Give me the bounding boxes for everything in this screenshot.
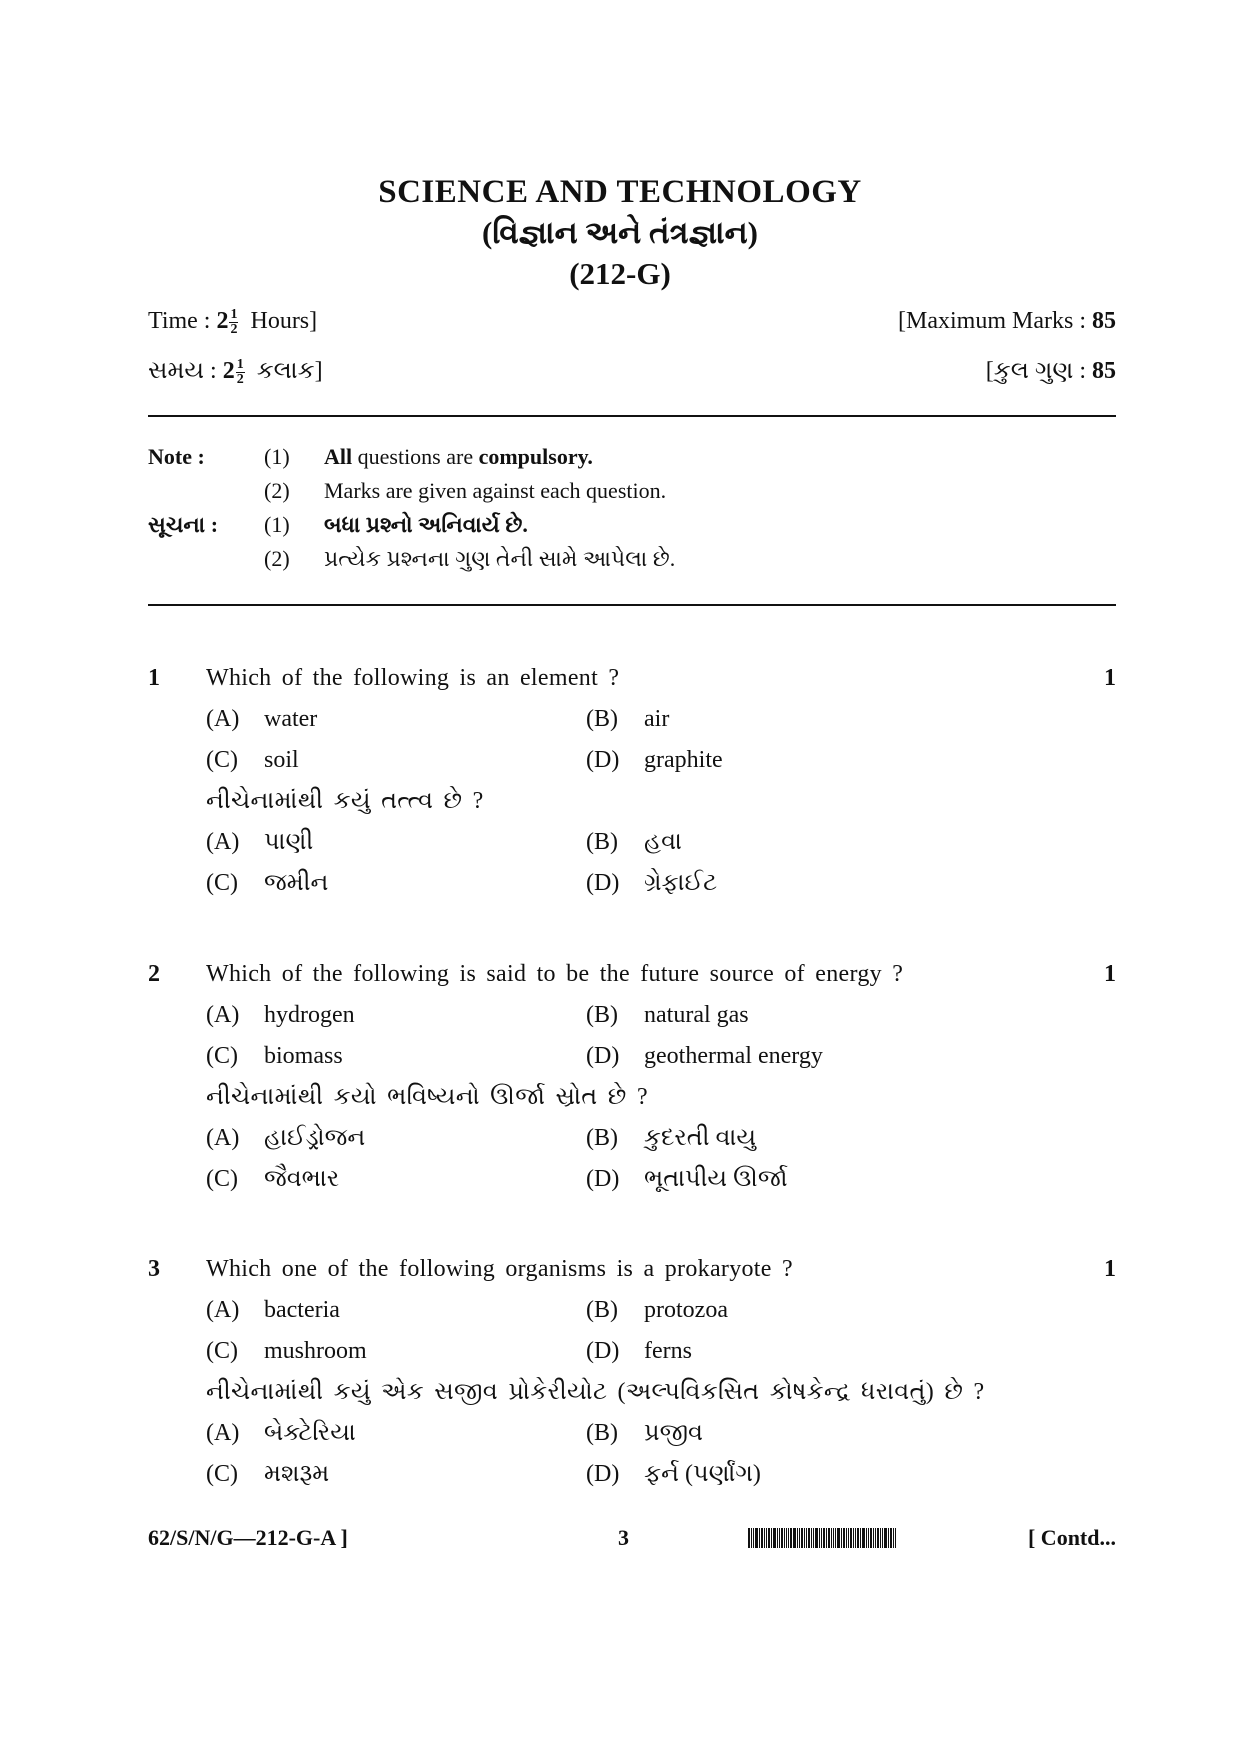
divider-bottom [148,604,1116,606]
title-block [0,172,1240,294]
barcode-bar [777,1528,778,1548]
option-row [148,1118,1116,1159]
option-c-gu: (C) જમીન [206,870,329,896]
barcode-bar [755,1528,758,1548]
barcode-bar [848,1528,849,1548]
barcode-bar [823,1528,825,1548]
paper-subtitle: (વિજ્ઞાન અને તંત્રજ્ઞાન) [482,215,758,250]
barcode-bar [781,1528,783,1548]
question-line [148,1077,1116,1118]
question-line [148,781,1116,822]
option-d-en: (D) graphite [586,747,723,773]
barcode-bar [801,1528,803,1548]
option-d-gu: (D) ભૂતાપીય ઊર્જા [586,1166,788,1192]
barcode-bar [862,1528,865,1548]
barcode-bar [835,1528,836,1548]
barcode-bar [771,1528,772,1548]
barcode-bar [788,1528,789,1548]
max-marks-en: [Maximum Marks : 85 [898,308,1116,334]
barcode-bar [799,1528,800,1548]
option-a-en: (A) hydrogen [206,1002,355,1028]
notes-section [148,440,1116,576]
barcode-bar [888,1528,889,1548]
barcode-bar [753,1528,754,1548]
note-en-2: Marks are given against each question. [324,478,667,503]
option-b-en: (B) protozoa [586,1297,728,1323]
option-c-gu: (C) જૈવભાર [206,1166,340,1192]
note-line: (2) Marks are given against each question. [148,474,1116,508]
barcode-bar [857,1528,859,1548]
question-marks: 1 [1104,1256,1116,1282]
question-line [148,658,1116,699]
option-row [148,1290,1116,1331]
barcode-bar [860,1528,861,1548]
option-a-gu: (A) પાણી [206,829,314,855]
time-en: Time : 2 $\frac{1}{2}$ Hours] [148,307,318,337]
question-marks: 1 [1104,665,1116,691]
barcode-bar [751,1528,752,1548]
note-line: સૂચના : (1) બધા પ્રશ્નો અનિવાર્ય છે. [148,508,1116,542]
option-row [148,1036,1116,1077]
barcode-bar [748,1528,750,1548]
barcode-bar [846,1528,847,1548]
time-fraction-gu: $\frac{1}{2}$ [236,357,244,387]
question-text-en: Which of the following is an element ? [206,665,620,691]
time-marks-row-en [148,308,1116,337]
question-1 [148,658,1116,904]
question-number: 2 [148,961,160,987]
question-number: 1 [148,665,160,691]
option-b-en: (B) air [586,706,670,732]
time-fraction-en: $\frac{1}{2}$ [230,307,238,337]
question-3 [148,1249,1116,1495]
option-row [148,1413,1116,1454]
note-gu-1: બધા પ્રશ્નો અનિવાર્ય છે. [324,512,528,537]
question-marks: 1 [1104,961,1116,987]
barcode-bar [797,1528,798,1548]
option-d-gu: (D) ગ્રેફાઈટ [586,870,718,896]
barcode-bar [815,1528,818,1548]
option-a-gu: (A) હાઈડ્રોજન [206,1125,366,1151]
barcode-bar [882,1528,883,1548]
option-row [148,1159,1116,1200]
time-marks-row-gu [148,358,1116,387]
paper-code-footer: 62/S/N/G—212-G-A ] [148,1525,348,1550]
barcode-bar [819,1528,820,1548]
barcode-bar [890,1528,892,1548]
question-text-gu: નીચેનામાંથી કયું તત્ત્વ છે ? [206,788,484,814]
barcode-bar [826,1528,827,1548]
barcode-bar [841,1528,842,1548]
barcode-bar [853,1528,854,1548]
option-row [148,699,1116,740]
option-d-gu: (D) ફર્ન (પર્ણાંગ) [586,1461,761,1487]
divider-top [148,415,1116,417]
barcode [748,1528,897,1548]
barcode-bar [870,1528,872,1548]
barcode-bar [866,1528,867,1548]
note-gu-2: પ્રત્યેક પ્રશ્નના ગુણ તેની સામે આપેલા છે. [324,546,676,571]
barcode-bar [895,1528,896,1548]
barcode-bar [773,1528,776,1548]
max-marks-gu: [કુલ ગુણ : 85 [985,358,1116,384]
question-text-gu: નીચેનામાંથી કયો ભવિષ્યનો ઊર્જા સ્રોત છે ? [206,1084,648,1110]
option-row [148,995,1116,1036]
option-a-en: (A) water [206,706,318,732]
option-c-en: (C) biomass [206,1043,343,1069]
question-2 [148,954,1116,1200]
barcode-bar [880,1528,881,1548]
barcode-bar [831,1528,832,1548]
question-text-gu: નીચેનામાંથી કયું એક સજીવ પ્રોકેરીયોટ (અલ્પવિકસિત કોષકેન્દ્ર ધરાવતું) છે ? [206,1379,985,1405]
note-heading-gu: સૂચના : [148,512,219,537]
barcode-bar [759,1528,760,1548]
barcode-bar [843,1528,845,1548]
contd-label: [ Contd... [1027,1525,1116,1550]
page-footer [148,1522,1116,1554]
paper-title: SCIENCE AND TECHNOLOGY [378,174,862,210]
note-line: (2) પ્રત્યેક પ્રશ્નના ગુણ તેની સામે આપેલા છે. [148,542,1116,576]
option-d-en: (D) ferns [586,1338,692,1364]
paper-code: (212-G) [569,256,671,291]
option-row [148,1454,1116,1495]
question-line [148,1249,1116,1290]
option-b-gu: (B) હવા [586,829,682,855]
barcode-bar [786,1528,787,1548]
barcode-bar [877,1528,879,1548]
option-a-gu: (A) બેક્ટેરિયા [206,1420,356,1446]
barcode-bar [813,1528,814,1548]
note-line: Note : (1) All questions are compulsory. [148,440,1116,474]
barcode-bar [884,1528,887,1548]
barcode-bar [779,1528,780,1548]
barcode-bar [855,1528,856,1548]
note-en-1: All questions are compulsory. [324,444,593,469]
barcode-bar [761,1528,763,1548]
barcode-bar [764,1528,765,1548]
barcode-bar [893,1528,894,1548]
barcode-bar [828,1528,830,1548]
page-number: 3 [618,1525,629,1550]
barcode-bar [868,1528,869,1548]
barcode-bar [837,1528,840,1548]
barcode-bar [768,1528,770,1548]
question-text-en: Which one of the following organisms is a prokaryote ? [206,1256,793,1282]
note-heading-en: Note : [148,444,205,469]
option-c-en: (C) soil [206,747,299,773]
option-row [148,1331,1116,1372]
barcode-bar [784,1528,785,1548]
option-row [148,822,1116,863]
option-b-gu: (B) પ્રજીવ [586,1420,703,1446]
option-row [148,863,1116,904]
option-c-gu: (C) મશરૂમ [206,1461,330,1487]
question-line [148,954,1116,995]
barcode-bar [850,1528,852,1548]
option-b-gu: (B) કુદરતી વાયુ [586,1125,757,1151]
option-d-en: (D) geothermal energy [586,1043,823,1069]
barcode-bar [821,1528,822,1548]
option-c-en: (C) mushroom [206,1338,367,1364]
barcode-bar [808,1528,810,1548]
question-text-en: Which of the following is said to be the future source of energy ? [206,961,904,987]
option-a-en: (A) bacteria [206,1297,340,1323]
barcode-bar [833,1528,834,1548]
barcode-bar [811,1528,812,1548]
barcode-bar [873,1528,874,1548]
question-line [148,1372,1116,1413]
option-b-en: (B) natural gas [586,1002,749,1028]
barcode-bar [793,1528,796,1548]
barcode-bar [790,1528,792,1548]
time-gu: સમય : 2 $\frac{1}{2}$ કલાક] [148,357,323,387]
barcode-bar [806,1528,807,1548]
option-row [148,740,1116,781]
barcode-bar [875,1528,876,1548]
barcode-bar [804,1528,805,1548]
barcode-bar [766,1528,767,1548]
question-number: 3 [148,1256,160,1282]
